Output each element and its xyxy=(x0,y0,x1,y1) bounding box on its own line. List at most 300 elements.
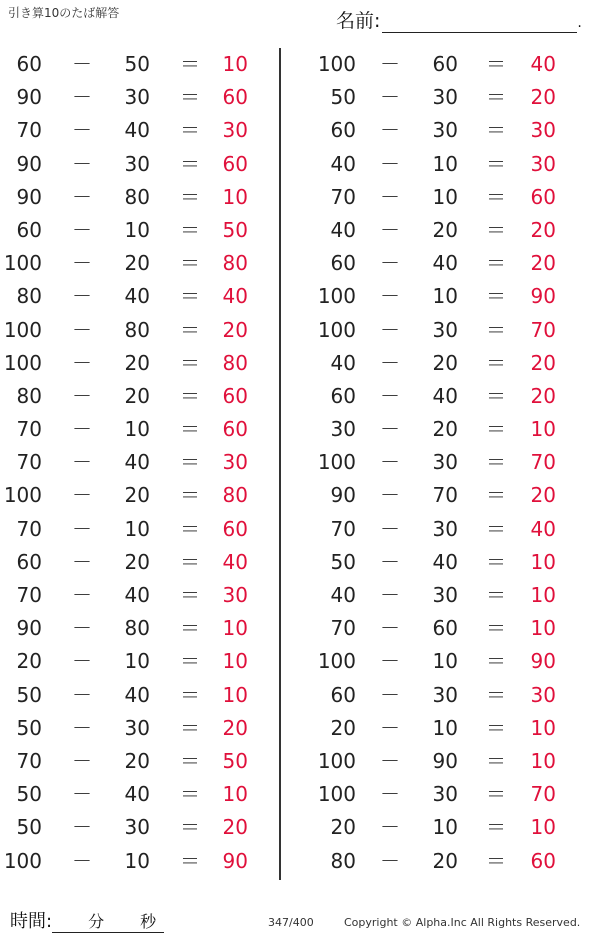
problem-row xyxy=(300,679,590,712)
subtrahend: 20 xyxy=(124,350,150,375)
answer: 10 xyxy=(222,782,248,807)
answer: 10 xyxy=(222,616,248,641)
problem-row xyxy=(0,579,278,612)
problem-row xyxy=(0,612,278,645)
minuend: 60 xyxy=(330,118,356,143)
minuend: 20 xyxy=(16,649,42,674)
time-label: 時間: xyxy=(10,911,53,932)
problem-row xyxy=(300,247,590,280)
problem-row xyxy=(0,413,278,446)
equals-sign: ＝ xyxy=(486,483,506,508)
minuend: 70 xyxy=(16,516,42,541)
problem-row xyxy=(300,845,590,878)
subtrahend: 30 xyxy=(432,682,458,707)
answer: 30 xyxy=(530,118,556,143)
problem-row xyxy=(300,81,590,114)
name-line xyxy=(382,14,577,33)
minuend: 100 xyxy=(3,350,42,375)
seconds-label: 秒 xyxy=(140,912,157,931)
answer: 20 xyxy=(530,251,556,276)
minus-sign: － xyxy=(380,782,400,807)
problem-row xyxy=(0,778,278,811)
equals-sign: ＝ xyxy=(180,782,200,807)
answer: 20 xyxy=(222,317,248,342)
answer: 30 xyxy=(222,583,248,607)
subtrahend: 30 xyxy=(432,516,458,541)
problem-row xyxy=(300,811,590,844)
answer: 10 xyxy=(530,549,556,574)
minuend: 20 xyxy=(330,715,356,740)
equals-sign: ＝ xyxy=(486,284,506,309)
subtrahend: 70 xyxy=(432,483,458,508)
equals-sign: ＝ xyxy=(486,583,506,607)
worksheet-title: 引き算10のたば解答 xyxy=(8,6,120,20)
minus-sign: － xyxy=(72,118,92,143)
subtrahend: 30 xyxy=(432,782,458,807)
minuend: 60 xyxy=(330,682,356,707)
equals-sign: ＝ xyxy=(486,85,506,110)
page-number: 347/400 xyxy=(268,916,314,929)
problem-row xyxy=(300,579,590,612)
minus-sign: － xyxy=(72,52,92,76)
minus-sign: － xyxy=(72,748,92,773)
equals-sign: ＝ xyxy=(180,483,200,508)
minus-sign: － xyxy=(380,251,400,276)
minus-sign: － xyxy=(72,549,92,574)
equals-sign: ＝ xyxy=(486,715,506,740)
minus-sign: － xyxy=(72,317,92,342)
equals-sign: ＝ xyxy=(486,350,506,375)
answer: 90 xyxy=(530,649,556,674)
subtrahend: 40 xyxy=(124,782,150,807)
subtrahend: 10 xyxy=(432,284,458,309)
equals-sign: ＝ xyxy=(486,616,506,641)
subtrahend: 20 xyxy=(432,848,458,873)
minus-sign: － xyxy=(72,217,92,242)
minuend: 70 xyxy=(330,516,356,541)
minuend: 100 xyxy=(317,52,356,76)
minus-sign: － xyxy=(72,516,92,541)
minuend: 70 xyxy=(330,184,356,209)
answer: 10 xyxy=(530,417,556,442)
minuend: 70 xyxy=(16,583,42,607)
minuend: 100 xyxy=(317,284,356,309)
subtrahend: 10 xyxy=(124,417,150,442)
equals-sign: ＝ xyxy=(486,549,506,574)
minus-sign: － xyxy=(380,483,400,508)
minus-sign: － xyxy=(72,383,92,408)
minus-sign: － xyxy=(72,815,92,840)
problem-row xyxy=(0,811,278,844)
minus-sign: － xyxy=(72,782,92,807)
subtrahend: 40 xyxy=(432,383,458,408)
minuend: 100 xyxy=(3,483,42,508)
minuend: 100 xyxy=(3,848,42,873)
answer: 40 xyxy=(530,52,556,76)
subtrahend: 30 xyxy=(432,317,458,342)
minuend: 90 xyxy=(16,151,42,176)
equals-sign: ＝ xyxy=(486,815,506,840)
subtrahend: 20 xyxy=(432,350,458,375)
equals-sign: ＝ xyxy=(180,217,200,242)
problem-row xyxy=(0,845,278,878)
equals-sign: ＝ xyxy=(180,549,200,574)
answer: 60 xyxy=(222,85,248,110)
minus-sign: － xyxy=(380,815,400,840)
problem-row xyxy=(300,546,590,579)
equals-sign: ＝ xyxy=(180,450,200,475)
answer: 50 xyxy=(222,748,248,773)
equals-sign: ＝ xyxy=(180,682,200,707)
answer: 80 xyxy=(222,483,248,508)
minuend: 90 xyxy=(330,483,356,508)
problem-row xyxy=(300,48,590,81)
subtrahend: 40 xyxy=(432,549,458,574)
subtrahend: 10 xyxy=(124,217,150,242)
subtrahend: 10 xyxy=(124,516,150,541)
problem-row xyxy=(0,546,278,579)
equals-sign: ＝ xyxy=(486,317,506,342)
answer: 40 xyxy=(222,549,248,574)
minus-sign: － xyxy=(380,217,400,242)
minutes-label: 分 xyxy=(88,912,105,931)
problem-row xyxy=(0,446,278,479)
answer: 10 xyxy=(530,715,556,740)
equals-sign: ＝ xyxy=(486,682,506,707)
minuend: 100 xyxy=(317,782,356,807)
problem-row xyxy=(0,513,278,546)
equals-sign: ＝ xyxy=(180,118,200,143)
subtrahend: 40 xyxy=(432,251,458,276)
subtrahend: 20 xyxy=(124,748,150,773)
minus-sign: － xyxy=(380,516,400,541)
minus-sign: － xyxy=(380,118,400,143)
subtrahend: 10 xyxy=(432,184,458,209)
minuend: 90 xyxy=(16,184,42,209)
equals-sign: ＝ xyxy=(180,350,200,375)
answer: 30 xyxy=(222,450,248,475)
equals-sign: ＝ xyxy=(180,616,200,641)
minus-sign: － xyxy=(380,848,400,873)
answer: 60 xyxy=(530,184,556,209)
minus-sign: － xyxy=(72,184,92,209)
subtrahend: 10 xyxy=(124,848,150,873)
subtrahend: 80 xyxy=(124,616,150,641)
problem-row xyxy=(0,347,278,380)
minuend: 60 xyxy=(16,549,42,574)
answer: 10 xyxy=(222,649,248,674)
answer: 10 xyxy=(530,815,556,840)
minuend: 100 xyxy=(317,649,356,674)
problem-row xyxy=(300,712,590,745)
minuend: 50 xyxy=(16,715,42,740)
answer: 10 xyxy=(530,616,556,641)
subtrahend: 20 xyxy=(124,383,150,408)
column-divider xyxy=(279,48,281,880)
answer: 10 xyxy=(530,583,556,607)
minuend: 40 xyxy=(330,217,356,242)
time-field xyxy=(10,907,164,933)
minuend: 50 xyxy=(16,815,42,840)
right-problem-column xyxy=(300,48,590,878)
subtrahend: 10 xyxy=(124,649,150,674)
minuend: 100 xyxy=(3,317,42,342)
subtrahend: 20 xyxy=(124,251,150,276)
subtrahend: 40 xyxy=(124,284,150,309)
equals-sign: ＝ xyxy=(180,417,200,442)
name-field xyxy=(336,6,582,33)
left-problem-column xyxy=(0,48,278,878)
minus-sign: － xyxy=(380,649,400,674)
minus-sign: － xyxy=(72,483,92,508)
minus-sign: － xyxy=(380,583,400,607)
minuend: 70 xyxy=(16,118,42,143)
subtrahend: 40 xyxy=(124,118,150,143)
minuend: 100 xyxy=(317,450,356,475)
minuend: 100 xyxy=(317,748,356,773)
minus-sign: － xyxy=(72,417,92,442)
answer: 20 xyxy=(530,217,556,242)
minuend: 90 xyxy=(16,616,42,641)
problem-row xyxy=(0,214,278,247)
minuend: 50 xyxy=(16,682,42,707)
equals-sign: ＝ xyxy=(486,848,506,873)
equals-sign: ＝ xyxy=(180,748,200,773)
problem-row xyxy=(0,148,278,181)
subtrahend: 30 xyxy=(432,450,458,475)
equals-sign: ＝ xyxy=(180,184,200,209)
answer: 50 xyxy=(222,217,248,242)
answer: 10 xyxy=(222,184,248,209)
minuend: 100 xyxy=(3,251,42,276)
problem-row xyxy=(0,280,278,313)
equals-sign: ＝ xyxy=(180,284,200,309)
minus-sign: － xyxy=(380,151,400,176)
equals-sign: ＝ xyxy=(486,516,506,541)
minuend: 60 xyxy=(16,52,42,76)
equals-sign: ＝ xyxy=(486,649,506,674)
problem-row xyxy=(0,114,278,147)
answer: 70 xyxy=(530,450,556,475)
copyright-notice: Copyright © Alpha.Inc All Rights Reserved. xyxy=(344,916,581,929)
minuend: 50 xyxy=(330,549,356,574)
subtrahend: 10 xyxy=(432,815,458,840)
minuend: 50 xyxy=(16,782,42,807)
equals-sign: ＝ xyxy=(180,151,200,176)
answer: 20 xyxy=(222,715,248,740)
problem-row xyxy=(0,181,278,214)
equals-sign: ＝ xyxy=(486,118,506,143)
minuend: 60 xyxy=(330,251,356,276)
equals-sign: ＝ xyxy=(486,383,506,408)
problem-row xyxy=(300,181,590,214)
minus-sign: － xyxy=(380,383,400,408)
minus-sign: － xyxy=(72,682,92,707)
subtrahend: 10 xyxy=(432,715,458,740)
minuend: 30 xyxy=(330,417,356,442)
equals-sign: ＝ xyxy=(180,649,200,674)
problem-row xyxy=(300,214,590,247)
answer: 30 xyxy=(530,151,556,176)
problem-row xyxy=(300,479,590,512)
subtrahend: 30 xyxy=(124,815,150,840)
minus-sign: － xyxy=(380,317,400,342)
minus-sign: － xyxy=(380,450,400,475)
minus-sign: － xyxy=(72,251,92,276)
subtrahend: 30 xyxy=(124,85,150,110)
minus-sign: － xyxy=(380,184,400,209)
minus-sign: － xyxy=(380,85,400,110)
problem-row xyxy=(300,347,590,380)
minuend: 80 xyxy=(16,383,42,408)
subtrahend: 20 xyxy=(124,483,150,508)
name-label: 名前: xyxy=(336,10,381,32)
subtrahend: 90 xyxy=(432,748,458,773)
equals-sign: ＝ xyxy=(180,848,200,873)
equals-sign: ＝ xyxy=(180,715,200,740)
subtrahend: 30 xyxy=(124,151,150,176)
problem-row xyxy=(0,679,278,712)
answer: 60 xyxy=(222,383,248,408)
minus-sign: － xyxy=(380,350,400,375)
answer: 10 xyxy=(222,52,248,76)
problem-row xyxy=(300,314,590,347)
time-line xyxy=(52,914,164,933)
minus-sign: － xyxy=(72,151,92,176)
problem-row xyxy=(300,148,590,181)
minus-sign: － xyxy=(72,616,92,641)
problem-row xyxy=(300,645,590,678)
minuend: 80 xyxy=(330,848,356,873)
answer: 80 xyxy=(222,350,248,375)
minus-sign: － xyxy=(380,682,400,707)
minus-sign: － xyxy=(72,848,92,873)
equals-sign: ＝ xyxy=(486,217,506,242)
minus-sign: － xyxy=(72,350,92,375)
minus-sign: － xyxy=(380,417,400,442)
subtrahend: 40 xyxy=(124,450,150,475)
minus-sign: － xyxy=(380,549,400,574)
answer: 30 xyxy=(222,118,248,143)
minus-sign: － xyxy=(72,583,92,607)
answer: 20 xyxy=(530,483,556,508)
answer: 80 xyxy=(222,251,248,276)
problem-row xyxy=(0,745,278,778)
minuend: 20 xyxy=(330,815,356,840)
problem-row xyxy=(0,48,278,81)
minus-sign: － xyxy=(380,52,400,76)
subtrahend: 60 xyxy=(432,52,458,76)
subtrahend: 10 xyxy=(432,151,458,176)
answer: 30 xyxy=(530,682,556,707)
equals-sign: ＝ xyxy=(486,151,506,176)
minus-sign: － xyxy=(380,748,400,773)
problem-row xyxy=(300,413,590,446)
answer: 60 xyxy=(530,848,556,873)
minuend: 90 xyxy=(16,85,42,110)
equals-sign: ＝ xyxy=(180,583,200,607)
answer: 40 xyxy=(530,516,556,541)
problem-row xyxy=(300,446,590,479)
minuend: 50 xyxy=(330,85,356,110)
equals-sign: ＝ xyxy=(180,317,200,342)
answer: 90 xyxy=(222,848,248,873)
answer: 60 xyxy=(222,417,248,442)
equals-sign: ＝ xyxy=(486,52,506,76)
answer: 60 xyxy=(222,151,248,176)
minuend: 70 xyxy=(330,616,356,641)
answer: 20 xyxy=(530,383,556,408)
subtrahend: 10 xyxy=(432,649,458,674)
minus-sign: － xyxy=(380,715,400,740)
problem-row xyxy=(0,479,278,512)
subtrahend: 40 xyxy=(124,583,150,607)
minus-sign: － xyxy=(380,284,400,309)
problem-row xyxy=(0,645,278,678)
answer: 90 xyxy=(530,284,556,309)
subtrahend: 80 xyxy=(124,184,150,209)
subtrahend: 30 xyxy=(124,715,150,740)
minuend: 70 xyxy=(16,748,42,773)
minus-sign: － xyxy=(380,616,400,641)
answer: 20 xyxy=(222,815,248,840)
problem-row xyxy=(0,81,278,114)
subtrahend: 30 xyxy=(432,118,458,143)
problem-row xyxy=(300,513,590,546)
subtrahend: 50 xyxy=(124,52,150,76)
problem-row xyxy=(300,745,590,778)
equals-sign: ＝ xyxy=(486,748,506,773)
minuend: 40 xyxy=(330,151,356,176)
problem-row xyxy=(300,380,590,413)
answer: 20 xyxy=(530,85,556,110)
minus-sign: － xyxy=(72,649,92,674)
minuend: 70 xyxy=(16,417,42,442)
subtrahend: 20 xyxy=(432,217,458,242)
answer: 10 xyxy=(530,748,556,773)
equals-sign: ＝ xyxy=(180,85,200,110)
problem-row xyxy=(0,380,278,413)
minus-sign: － xyxy=(72,284,92,309)
answer: 40 xyxy=(222,284,248,309)
equals-sign: ＝ xyxy=(486,782,506,807)
subtrahend: 30 xyxy=(432,85,458,110)
minuend: 60 xyxy=(330,383,356,408)
subtrahend: 20 xyxy=(432,417,458,442)
minuend: 40 xyxy=(330,350,356,375)
answer: 70 xyxy=(530,782,556,807)
subtrahend: 30 xyxy=(432,583,458,607)
minuend: 60 xyxy=(16,217,42,242)
problem-row xyxy=(300,280,590,313)
problem-row xyxy=(300,114,590,147)
equals-sign: ＝ xyxy=(180,516,200,541)
answer: 10 xyxy=(222,682,248,707)
minuend: 100 xyxy=(317,317,356,342)
equals-sign: ＝ xyxy=(486,417,506,442)
subtrahend: 20 xyxy=(124,549,150,574)
equals-sign: ＝ xyxy=(486,184,506,209)
equals-sign: ＝ xyxy=(180,251,200,276)
minus-sign: － xyxy=(72,85,92,110)
equals-sign: ＝ xyxy=(180,52,200,76)
minuend: 40 xyxy=(330,583,356,607)
subtrahend: 40 xyxy=(124,682,150,707)
answer: 70 xyxy=(530,317,556,342)
equals-sign: ＝ xyxy=(180,383,200,408)
subtrahend: 80 xyxy=(124,317,150,342)
equals-sign: ＝ xyxy=(180,815,200,840)
